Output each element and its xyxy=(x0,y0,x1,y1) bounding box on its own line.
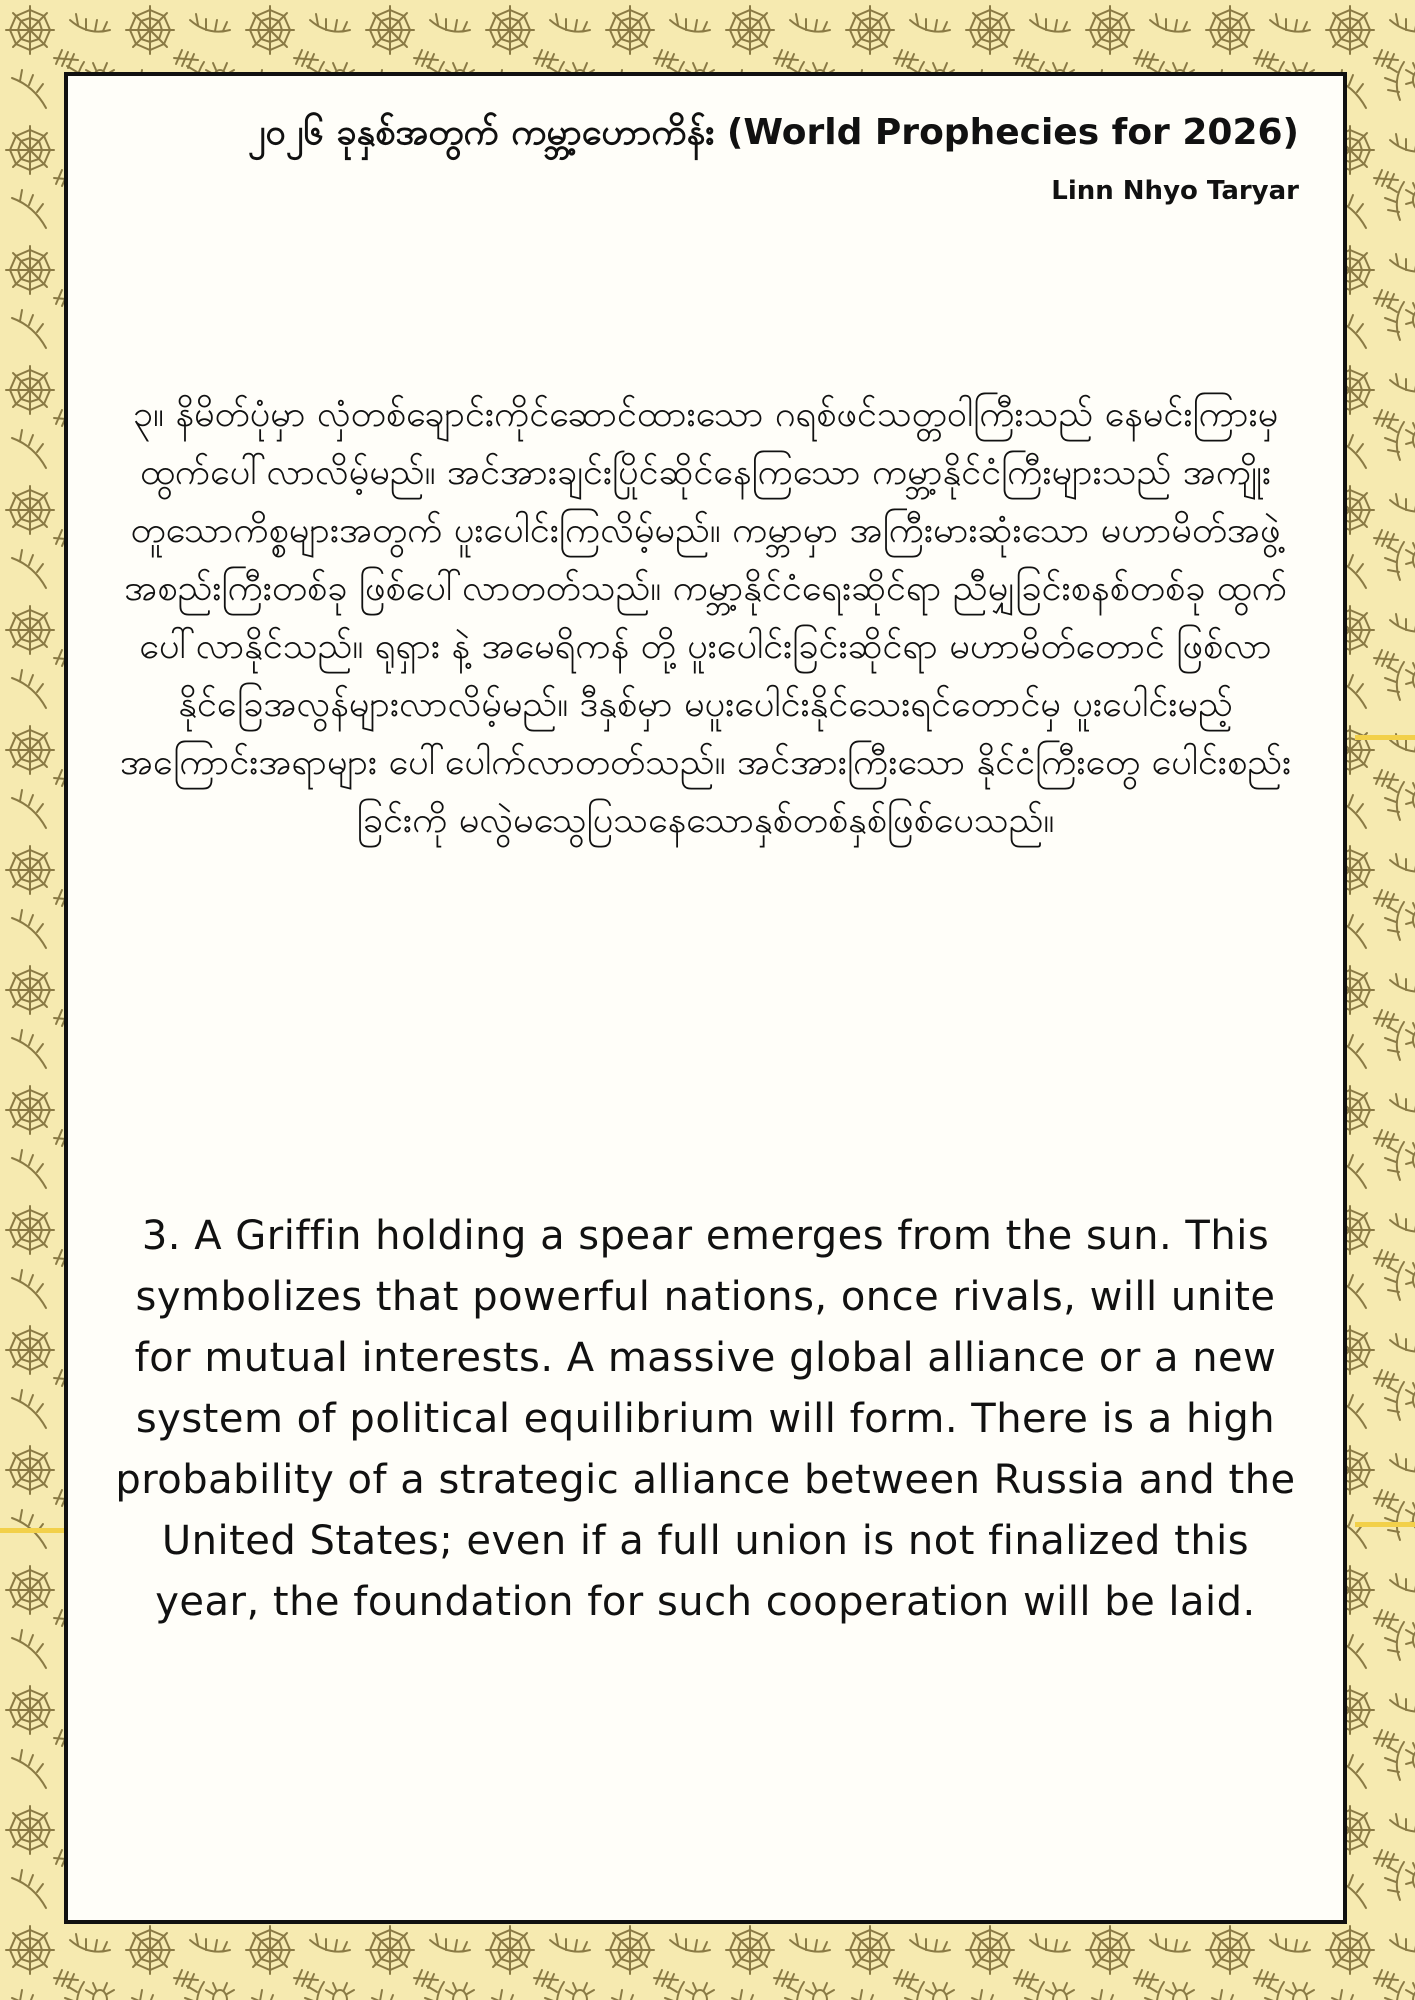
prophecy-text-myanmar: ၃။ နိမိတ်ပုံမှာ လှံတစ်ချောင်းကိုင်ဆောင်ထားသော ဂရစ်ဖင်သတ္တဝါကြီးသည် နေမင်းကြားမှ ထွက်ပေါ်လာလိမ့်မည်။ အင်အားချင်းပြိုင်ဆိုင်နေကြသော ကမ္ဘာ့နိုင်ငံကြီးများသည် အကျိုးတူသောကိစ္စများအတွက် ပူးပေါင်းကြလိမ့်မည်။ ကမ္ဘာမှာ အကြီးမားဆုံးသော မဟာမိတ်အဖွဲ့အစည်းကြီးတစ်ခု ဖြစ်ပေါ်လာတတ်သည်။ ကမ္ဘာ့နိုင်ငံရေးဆိုင်ရာ ညီမျှခြင်းစနစ်တစ်ခု ထွက်ပေါ်လာနိုင်သည်။ ရုရှား နဲ့ အမေရိကန် တို့ ပူးပေါင်းခြင်းဆိုင်ရာ မဟာမိတ်တောင် ဖြစ်လာနိုင်ခြေအလွန်များလာလိမ့်မည်။ ဒီနှစ်မှာ မပူးပေါင်းနိုင်သေးရင်တောင်မှ ပူးပေါင်းမည့်အကြောင်းအရာများ ပေါ်ပေါက်လာတတ်သည်။ အင်အားကြီးသော နိုင်ငံကြီးတွေ ပေါင်းစည်းခြင်းကို မလွဲမသွေပြသနေသောနှစ်တစ်နှစ်ဖြစ်ပေသည်။ xyxy=(119,394,1292,841)
document-page xyxy=(64,72,1347,1924)
decorative-gold-line-right-bottom xyxy=(1355,1522,1415,1527)
author-name: Linn Nhyo Taryar xyxy=(1051,176,1299,206)
decorative-gold-line-right-top xyxy=(1355,735,1415,740)
prophecy-text-english: 3. A Griffin holding a spear emerges from the sun. This symbolizes that powerful nations, once rivals, will unite for mutual interests. A massive global alliance or a new system of political equilibrium will form. There is a high probability of a strategic alliance between Russia and the United States; even if a full union is not finalized this year, the foundation for such cooperation will be laid. xyxy=(115,1213,1296,1625)
document-title: ၂၀၂၆ ခုနှစ်အတွက် ကမ္ဘာ့ဟောကိန်း (World Prophecies for 2026) xyxy=(247,112,1299,153)
decorative-gold-line-left xyxy=(0,1528,64,1533)
